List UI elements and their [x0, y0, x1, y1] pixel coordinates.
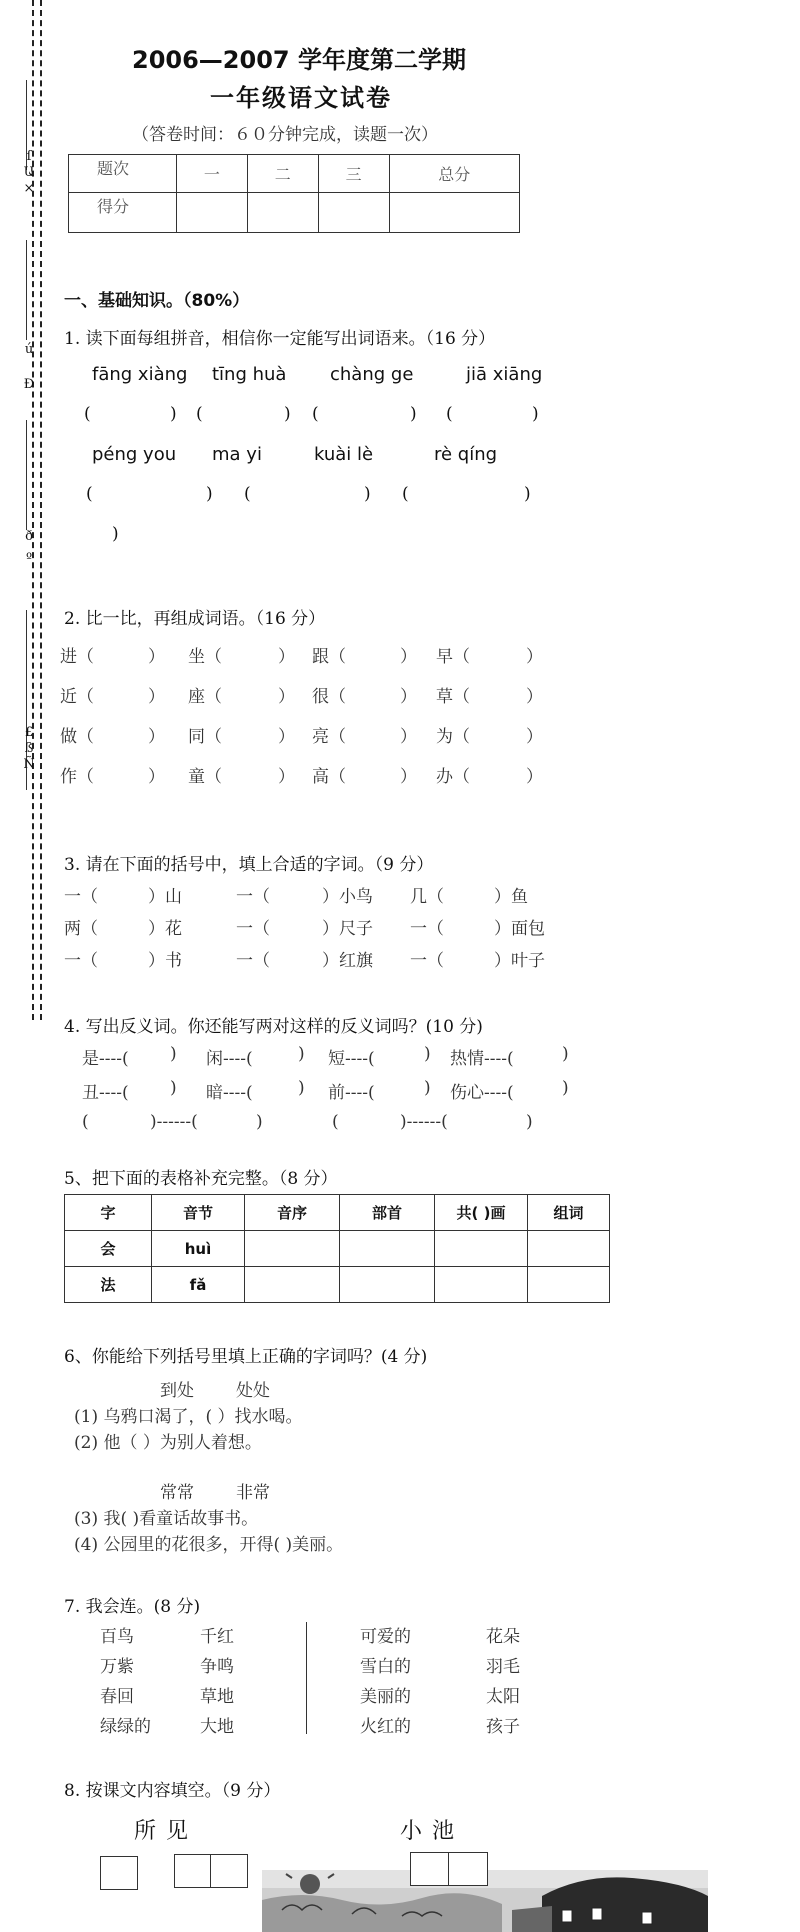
- antonym-item[interactable]: (: [332, 1112, 339, 1132]
- bracket-close[interactable]: ）: [148, 687, 165, 707]
- fill-table-char: 会: [65, 1231, 152, 1267]
- match-divider: [306, 1622, 307, 1734]
- answer-box[interactable]: [100, 1856, 138, 1890]
- match-word[interactable]: 千红: [200, 1627, 234, 1647]
- binding-char: ú: [24, 342, 34, 357]
- fill-table-cell[interactable]: [435, 1267, 528, 1303]
- answer-blank[interactable]: ): [410, 404, 417, 424]
- match-word[interactable]: 草地: [200, 1687, 234, 1707]
- binding-char: º: [25, 551, 33, 566]
- binding-char: ×: [23, 181, 35, 196]
- bracket-close[interactable]: ）: [400, 647, 417, 667]
- antonym-item[interactable]: ): [170, 1078, 177, 1098]
- match-word[interactable]: 大地: [200, 1717, 234, 1737]
- question-3-prompt: 3. 请在下面的括号中，填上合适的字词。（9 分）: [64, 855, 434, 875]
- pinyin: jiā xiāng: [466, 364, 543, 385]
- score-cell[interactable]: [318, 193, 389, 233]
- binding-char: £: [24, 725, 34, 740]
- measure-word-item[interactable]: ）鱼: [494, 887, 528, 907]
- bracket-close[interactable]: ）: [278, 767, 295, 787]
- answer-box[interactable]: [210, 1854, 248, 1888]
- antonym-item[interactable]: ): [562, 1078, 569, 1098]
- binding-char: Ա: [23, 165, 35, 180]
- question-5-prompt: 5、把下面的表格补充完整。（8 分）: [64, 1169, 338, 1189]
- sentence-item[interactable]: (3) 我( )看童话故事书。: [74, 1509, 259, 1529]
- answer-blank[interactable]: (: [196, 404, 203, 424]
- word-choice: 处处: [236, 1381, 270, 1401]
- bracket-close[interactable]: ）: [526, 767, 543, 787]
- binding-char: ſ: [26, 149, 32, 164]
- answer-blank[interactable]: (: [446, 404, 453, 424]
- fill-table-cell[interactable]: [528, 1267, 610, 1303]
- section-title: 一、基础知识。（80%）: [64, 291, 250, 311]
- measure-word-item: 一（: [236, 887, 270, 907]
- score-header-cell: 二: [247, 155, 318, 193]
- fill-table-cell[interactable]: [245, 1267, 340, 1303]
- fill-table-cell[interactable]: [340, 1267, 435, 1303]
- char-bracket: 为（: [436, 727, 470, 747]
- pinyin: rè qíng: [434, 444, 498, 465]
- bracket-close[interactable]: ）: [526, 727, 543, 747]
- antonym-item[interactable]: )------(: [400, 1112, 448, 1132]
- word-choice: 到处: [160, 1381, 194, 1401]
- char-bracket: 草（: [436, 687, 470, 707]
- binding-char: ß: [24, 741, 34, 756]
- antonym-item[interactable]: )------(: [150, 1112, 198, 1132]
- answer-blank[interactable]: (: [84, 404, 91, 424]
- measure-word-item[interactable]: ）面包: [494, 919, 545, 939]
- pinyin: péng you: [92, 444, 177, 465]
- answer-blank[interactable]: (: [244, 484, 251, 504]
- question-6-prompt: 6、你能给下列括号里填上正确的字词吗？(4 分): [64, 1347, 428, 1367]
- measure-word-item[interactable]: ）书: [148, 951, 182, 971]
- sentence-item[interactable]: (4) 公园里的花很多，开得( )美丽。: [74, 1535, 344, 1555]
- score-cell[interactable]: [177, 193, 248, 233]
- answer-blank[interactable]: ): [170, 404, 177, 424]
- fill-table-header: 组词: [528, 1195, 610, 1231]
- binding-dashed-line-inner: [40, 0, 42, 1020]
- char-bracket: 早（: [436, 647, 470, 667]
- measure-word-item[interactable]: ）尺子: [322, 919, 373, 939]
- fill-table-syllable: fǎ: [152, 1267, 245, 1303]
- match-word[interactable]: 春回: [100, 1687, 134, 1707]
- fill-table-cell[interactable]: [528, 1231, 610, 1267]
- match-word[interactable]: 可爱的: [360, 1627, 411, 1647]
- answer-blank[interactable]: ): [524, 484, 531, 504]
- bracket-close[interactable]: ）: [526, 647, 543, 667]
- pinyin: kuài lè: [314, 444, 374, 465]
- binding-char: Ð: [23, 377, 35, 392]
- question-1-prompt: 1. 读下面每组拼音，相信你一定能写出词语来。（16 分）: [64, 329, 496, 349]
- measure-word-item: 两（: [64, 919, 98, 939]
- match-word[interactable]: 羽毛: [486, 1657, 520, 1677]
- bracket-close[interactable]: ）: [148, 647, 165, 667]
- measure-word-item: 一（: [410, 951, 444, 971]
- antonym-item: 前----(: [328, 1083, 375, 1103]
- match-word[interactable]: 万紫: [100, 1657, 134, 1677]
- score-header-cell: 一: [177, 155, 248, 193]
- word-choice: 非常: [236, 1483, 270, 1503]
- fill-table-cell[interactable]: [340, 1231, 435, 1267]
- measure-word-item: 一（: [64, 951, 98, 971]
- fill-table-cell[interactable]: [435, 1231, 528, 1267]
- char-bracket: 高（: [312, 767, 346, 787]
- pinyin: chàng ge: [330, 364, 414, 385]
- poem-title: 所见: [134, 1819, 199, 1844]
- fill-table-header: 音节: [152, 1195, 245, 1231]
- char-bracket: 办（: [436, 767, 470, 787]
- fill-table-syllable: huì: [152, 1231, 245, 1267]
- antonym-item[interactable]: ): [424, 1044, 431, 1064]
- antonym-item: 伤心----(: [450, 1083, 514, 1103]
- antonym-item: 热情----(: [450, 1049, 514, 1069]
- score-header-cell: 三: [318, 155, 389, 193]
- question-4-prompt: 4. 写出反义词。你还能写两对这样的反义词吗？(10 分): [64, 1017, 483, 1037]
- pinyin: tīng huà: [212, 364, 287, 385]
- answer-blank[interactable]: (: [402, 484, 409, 504]
- char-bracket: 做（: [60, 727, 94, 747]
- measure-word-item[interactable]: ）花: [148, 919, 182, 939]
- binding-rule-2: [26, 240, 27, 340]
- antonym-item[interactable]: ): [256, 1112, 263, 1132]
- match-word[interactable]: 雪白的: [360, 1657, 411, 1677]
- answer-blank[interactable]: ): [284, 404, 291, 424]
- antonym-item: 闲----(: [206, 1049, 253, 1069]
- answer-blank[interactable]: (: [86, 484, 93, 504]
- match-word[interactable]: 孩子: [486, 1717, 520, 1737]
- answer-blank[interactable]: (: [312, 404, 319, 424]
- poem-title: 小池: [400, 1819, 465, 1844]
- answer-box[interactable]: [174, 1854, 212, 1888]
- fill-table: [64, 1194, 610, 1303]
- measure-word-item: 一（: [236, 951, 270, 971]
- measure-word-item[interactable]: ）红旗: [322, 951, 373, 971]
- measure-word-item: 一（: [64, 887, 98, 907]
- sentence-item[interactable]: (1) 乌鸦口渴了，( ）找水喝。: [74, 1407, 303, 1427]
- binding-rule-3: [26, 420, 27, 530]
- word-choice: 常常: [160, 1483, 194, 1503]
- fill-table-header: 共( )画: [435, 1195, 528, 1231]
- bracket-close[interactable]: ）: [400, 687, 417, 707]
- antonym-item[interactable]: (: [82, 1112, 89, 1132]
- bracket-close[interactable]: ）: [278, 727, 295, 747]
- exam-title-year: 2006—2007 学年度第二学期: [132, 46, 466, 74]
- fill-table-header: 部首: [340, 1195, 435, 1231]
- antonym-item: 短----(: [328, 1049, 375, 1069]
- antonym-item[interactable]: ): [562, 1044, 569, 1064]
- antonym-item: 暗----(: [206, 1083, 253, 1103]
- exam-title-subject: 一年级语文试卷: [210, 83, 392, 112]
- char-bracket: 作（: [60, 767, 94, 787]
- measure-word-item: 一（: [236, 919, 270, 939]
- exam-time-note: （答卷时间：６０分钟完成，读题一次）: [132, 125, 438, 145]
- char-bracket: 很（: [312, 687, 346, 707]
- sentence-item[interactable]: (2) 他（ ）为别人着想。: [74, 1433, 262, 1453]
- score-header-cell: 题次: [69, 155, 177, 193]
- match-word[interactable]: 争鸣: [200, 1657, 234, 1677]
- pinyin: fāng xiàng: [92, 364, 188, 385]
- match-word[interactable]: 美丽的: [360, 1687, 411, 1707]
- char-bracket: 坐（: [188, 647, 222, 667]
- antonym-item: 丑----(: [82, 1083, 129, 1103]
- pinyin: ma yi: [212, 444, 262, 465]
- score-cell[interactable]: [247, 193, 318, 233]
- antonym-item[interactable]: ): [298, 1078, 305, 1098]
- bracket-close[interactable]: ）: [278, 647, 295, 667]
- binding-char: Ñ: [23, 757, 35, 772]
- score-header-cell: 总分: [389, 155, 519, 193]
- match-word[interactable]: 太阳: [486, 1687, 520, 1707]
- fill-table-header: 字: [65, 1195, 152, 1231]
- bracket-close[interactable]: ）: [526, 687, 543, 707]
- answer-box[interactable]: [410, 1852, 450, 1886]
- char-bracket: 同（: [188, 727, 222, 747]
- question-8-prompt: 8. 按课文内容填空。（9 分）: [64, 1781, 281, 1801]
- measure-word-item[interactable]: ）山: [148, 887, 182, 907]
- answer-blank[interactable]: ): [364, 484, 371, 504]
- char-bracket: 近（: [60, 687, 94, 707]
- antonym-item: 是----(: [82, 1049, 129, 1069]
- answer-blank[interactable]: ): [112, 524, 119, 544]
- measure-word-item: 一（: [410, 919, 444, 939]
- char-bracket: 亮（: [312, 727, 346, 747]
- char-bracket: 童（: [188, 767, 222, 787]
- question-7-prompt: 7. 我会连。(8 分): [64, 1597, 201, 1617]
- bracket-close[interactable]: ）: [148, 727, 165, 747]
- bracket-close[interactable]: ）: [278, 687, 295, 707]
- match-word[interactable]: 花朵: [486, 1627, 520, 1647]
- fill-table-char: 法: [65, 1267, 152, 1303]
- measure-word-item[interactable]: ）小鸟: [322, 887, 373, 907]
- char-bracket: 座（: [188, 687, 222, 707]
- answer-blank[interactable]: ): [206, 484, 213, 504]
- antonym-item[interactable]: ): [526, 1112, 533, 1132]
- score-cell[interactable]: [389, 193, 519, 233]
- char-bracket: 进（: [60, 647, 94, 667]
- measure-word-item: 几（: [410, 887, 444, 907]
- score-table: [68, 154, 520, 233]
- match-word[interactable]: 绿绿的: [100, 1717, 151, 1737]
- bracket-close[interactable]: ）: [400, 767, 417, 787]
- match-word[interactable]: 火红的: [360, 1717, 411, 1737]
- bracket-close[interactable]: ）: [148, 767, 165, 787]
- fill-table-cell[interactable]: [245, 1231, 340, 1267]
- score-label-cell: 得分: [69, 193, 177, 233]
- antonym-item[interactable]: ): [424, 1078, 431, 1098]
- char-bracket: 跟（: [312, 647, 346, 667]
- antonym-item[interactable]: ): [170, 1044, 177, 1064]
- binding-char: ð: [25, 529, 33, 544]
- fill-table-header: 音序: [245, 1195, 340, 1231]
- answer-blank[interactable]: ): [532, 404, 539, 424]
- bracket-close[interactable]: ）: [400, 727, 417, 747]
- antonym-item[interactable]: ): [298, 1044, 305, 1064]
- answer-box[interactable]: [448, 1852, 488, 1886]
- question-2-prompt: 2. 比一比，再组成词语。（16 分）: [64, 609, 326, 629]
- measure-word-item[interactable]: ）叶子: [494, 951, 545, 971]
- match-word[interactable]: 百鸟: [100, 1627, 134, 1647]
